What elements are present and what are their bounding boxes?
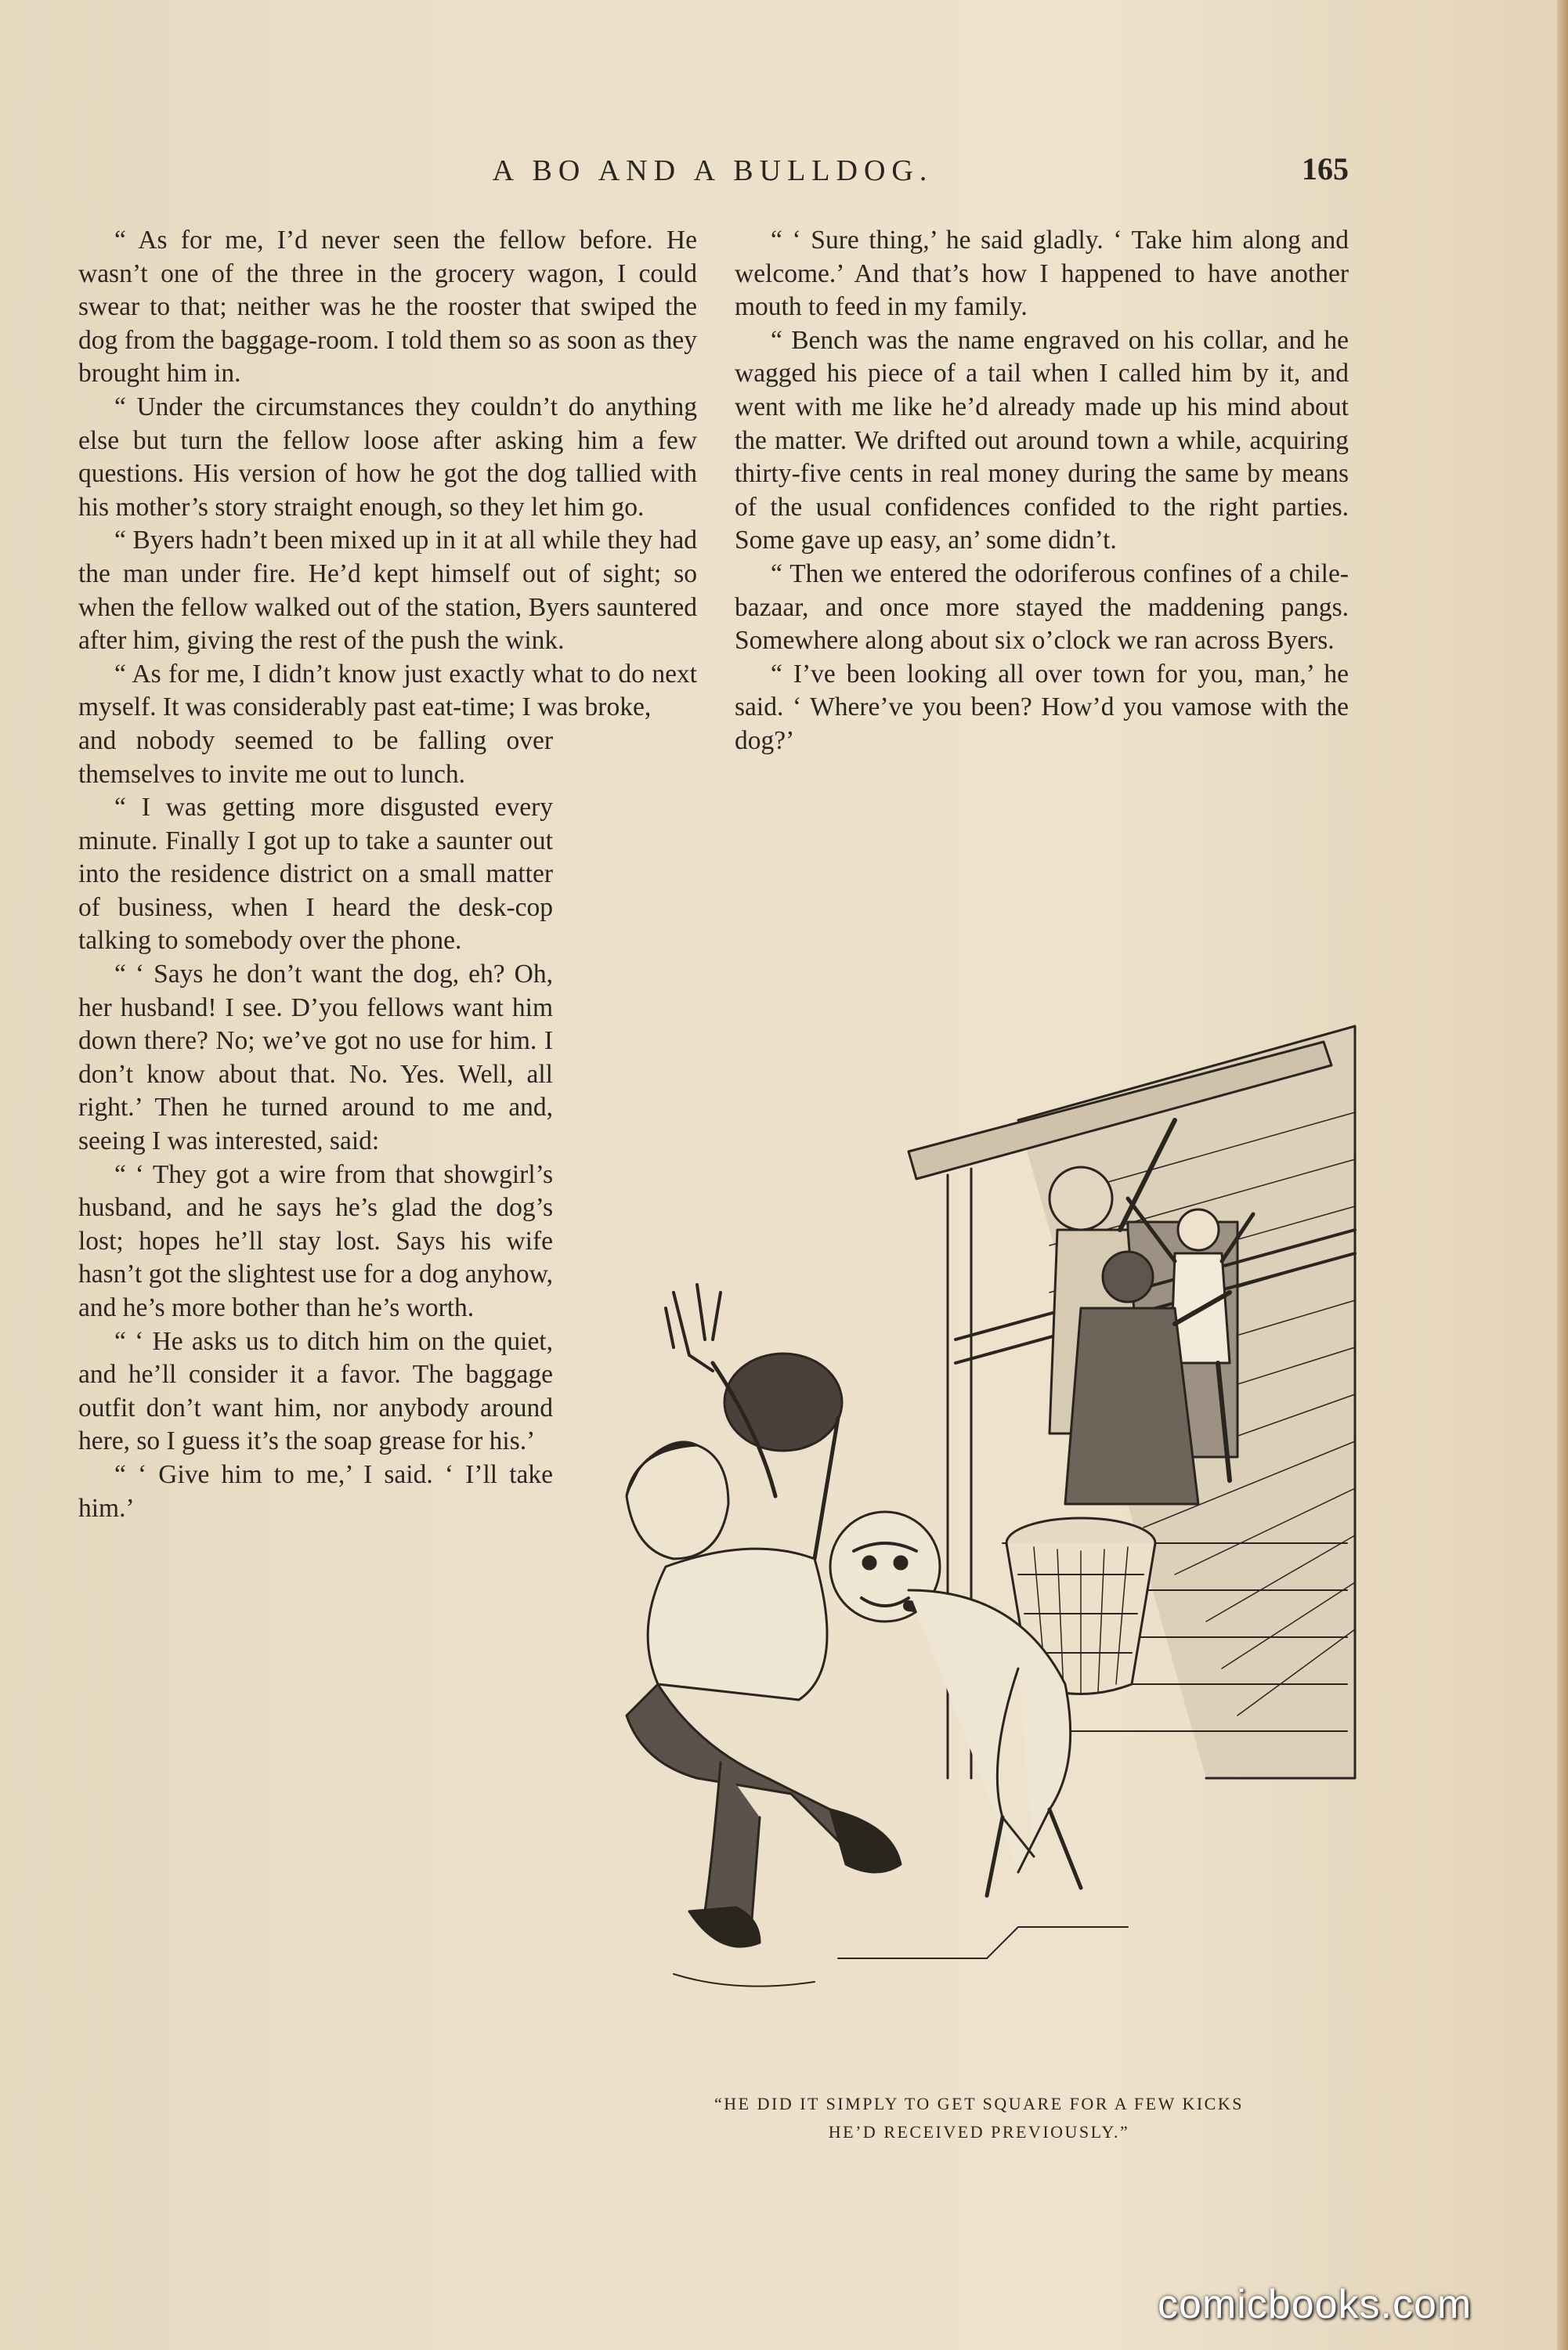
paragraph: “ Bench was the name engraved on his collar, and he wagged his piece of a tail when I called him by it, and went with me like he’d already made up his mind about the matter. We drifted out around town a while, acquiring thirty-five cents in real money during the same by means of the usual confidences confided to the right parties. Some gave up easy, an’ some didn’t. bbox=[735, 325, 1349, 555]
paragraph: “ I’ve been looking all over town for you, man,’ he said. ‘ Where’ve you been? How’d you vamose with the dog?’ bbox=[735, 659, 1349, 755]
paragraph: “ Then we entered the odoriferous confines of a chile-bazaar, and once more stayed the maddening pangs. Somewhere along about six o’clock we ran across Byers. bbox=[735, 559, 1349, 656]
paragraph: “ As for me, I didn’t know just exactly what to do next myself. It was considerably past eat-time; I was broke, bbox=[78, 659, 697, 722]
illustration-caption bbox=[619, 2090, 1339, 2146]
illustration-man-fleeing-bulldog bbox=[580, 995, 1363, 2021]
page-number: 165 bbox=[1302, 151, 1349, 186]
paragraph: and nobody seemed to be falling over themselves to invite me out to lunch. bbox=[78, 725, 553, 789]
paragraph: “ As for me, I’d never seen the fellow before. He wasn’t one of the three in the grocery wagon, I could swear to that; neither was he the rooster that swiped the dog from the baggage-room. I told them so as soon as they brought him in. bbox=[78, 226, 697, 389]
paragraph: “ ‘ They got a wire from that showgirl’s husband, and he says he’s glad the dog’s lost; hopes he’ll stay lost. Says his wife hasn’t got the slightest use for a dog anyhow, and he’s more bother than he’s worth. bbox=[78, 1159, 553, 1322]
paragraph: “ I was getting more disgusted every minute. Finally I got up to take a saunter out into the residence district on a small matter of business, when I heard the desk-cop talking to somebody over the phone. bbox=[78, 793, 553, 956]
paragraph: “ ‘ He asks us to ditch him on the quiet, and he’ll consider it a favor. The baggage outfit don’t want him, nor anybody around here, so I guess it’s the soap grease for his.’ bbox=[78, 1326, 553, 1456]
right-text-column bbox=[735, 224, 1349, 758]
caption-line: “HE DID IT SIMPLY TO GET SQUARE FOR A FEW KICKS bbox=[714, 2094, 1244, 2113]
paragraph: “ ‘ Says he don’t want the dog, eh? Oh, her husband! I see. D’you fellows want him down there? No; we’ve got no use for him. I don’t know about that. No. Yes. Well, all right.’ Then he turned around to me and, seeing I was interested, said: bbox=[78, 960, 553, 1156]
running-title: A BO AND A BULLDOG. bbox=[492, 154, 934, 187]
caption-line: HE’D RECEIVED PREVIOUSLY.” bbox=[828, 2122, 1130, 2142]
page-edge bbox=[1557, 0, 1568, 2350]
paragraph: “ ‘ Sure thing,’ he said gladly. ‘ Take him along and welcome.’ And that’s how I happened to have another mouth to feed in my family. bbox=[735, 226, 1349, 322]
site-watermark: comicbooks.com bbox=[1158, 2282, 1472, 2327]
paragraph: “ Under the circumstances they couldn’t do anything else but turn the fellow loose after asking him a few questions. His version of how he got the dog tallied with his mother’s story straight enough, so they let him go. bbox=[78, 392, 697, 522]
paragraph: “ Byers hadn’t been mixed up in it at all while they had the man under fire. He’d kept himself out of sight; so when the fellow walked out of the station, Byers sauntered after him, giving the rest of the push the wink. bbox=[78, 526, 697, 656]
paragraph: “ ‘ Give him to me,’ I said. ‘ I’ll take him.’ bbox=[78, 1459, 553, 1523]
